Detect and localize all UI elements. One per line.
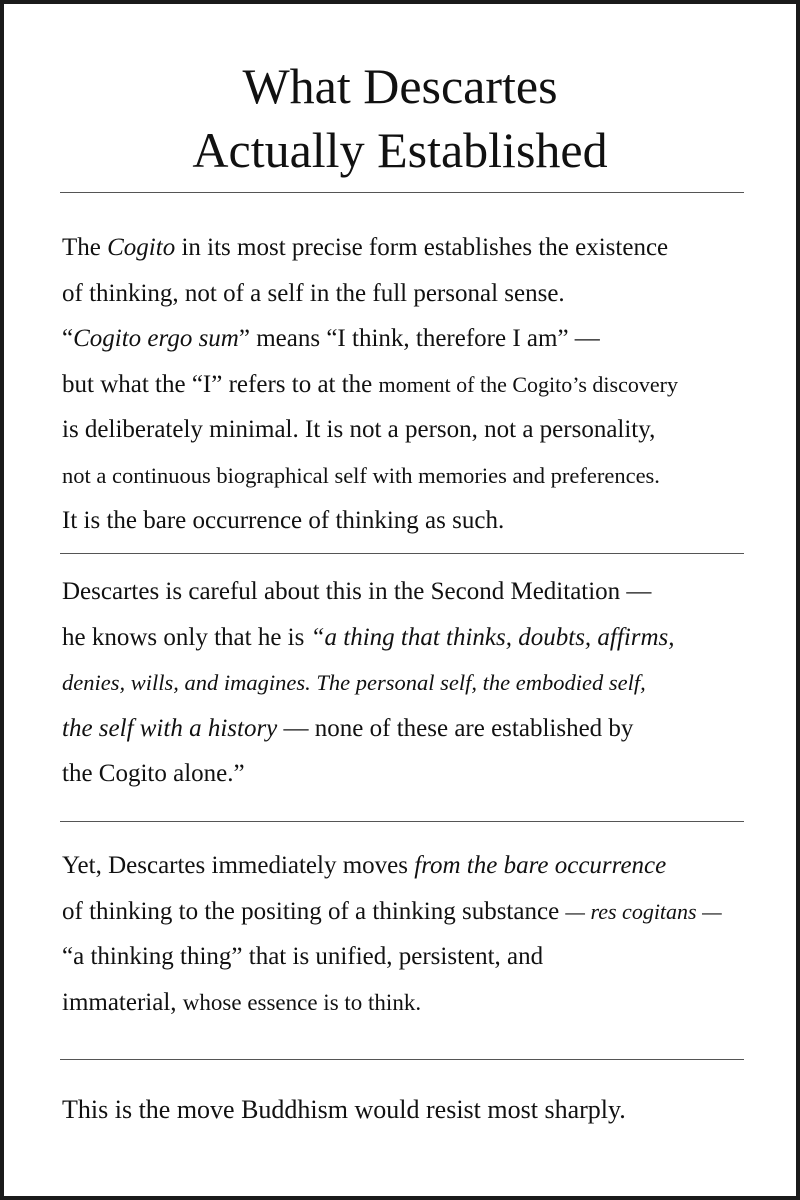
text-line: is deliberately minimal. It is not a person, not a personality, <box>62 416 656 443</box>
paragraph-res-cogitans <box>62 843 762 1025</box>
text-run-italic: Cogito <box>107 234 176 261</box>
text-line: not a continuous biographical self with memories and preferences. <box>62 462 660 488</box>
text-line <box>62 889 762 935</box>
text-run-italic: Cogito ergo sum <box>73 325 239 352</box>
divider-1 <box>60 192 744 193</box>
text-run: The <box>62 234 108 261</box>
text-line: This is the move Buddhism would resist most sharply. <box>62 1095 626 1124</box>
text-line <box>62 980 762 1026</box>
text-line <box>62 615 762 661</box>
text-run: he knows only that he is <box>62 623 311 651</box>
text-run-italic: — res cogitans — <box>565 898 722 924</box>
title-line-2: Actually Established <box>192 122 608 178</box>
text-line <box>62 316 762 362</box>
text-run: Yet, Descartes immediately moves <box>62 852 415 879</box>
text-run: but what the “I” refers to at the <box>62 370 379 398</box>
divider-4 <box>60 1059 744 1060</box>
text-run: immaterial, <box>62 988 183 1016</box>
text-run: — none of these are established by <box>277 714 634 742</box>
text-run: of thinking to the positing of a thinking substance <box>62 897 566 925</box>
title-line-1: What Descartes <box>242 58 558 114</box>
text-run: moment of the Cogito’s discovery <box>378 371 678 397</box>
paragraph-cogito <box>62 225 762 544</box>
text-line: It is the bare occurrence of thinking as such. <box>62 507 505 534</box>
divider-2 <box>60 553 744 554</box>
page-title <box>4 54 796 182</box>
text-run: whose essence is to think. <box>182 989 422 1015</box>
text-line: Descartes is careful about this in the Second Meditation — <box>62 578 652 605</box>
paragraph-conclusion <box>62 1087 762 1133</box>
text-line: the Cogito alone.” <box>62 760 245 787</box>
text-run-italic: denies, wills, and imagines. The personal self, the embodied self, <box>62 670 646 695</box>
text-run: in its most precise form establishes the existence <box>175 234 669 261</box>
text-line <box>62 362 762 408</box>
text-line <box>62 225 762 271</box>
divider-3 <box>60 821 744 822</box>
paragraph-second-meditation <box>62 569 762 797</box>
text-line <box>62 660 762 706</box>
text-line <box>62 843 762 889</box>
text-run: ” means “I think, therefore I am” — <box>238 325 600 352</box>
text-run-italic: “a thing that thinks, doubts, affirms, <box>310 623 675 651</box>
text-run-italic: from the bare occurrence <box>414 852 667 879</box>
text-line: of thinking, not of a self in the full personal sense. <box>62 279 565 307</box>
text-run-italic: the self with a history <box>62 714 278 742</box>
text-run: “ <box>62 325 74 352</box>
text-line: “a thinking thing” that is unified, persistent, and <box>62 943 544 970</box>
text-line <box>62 706 762 752</box>
